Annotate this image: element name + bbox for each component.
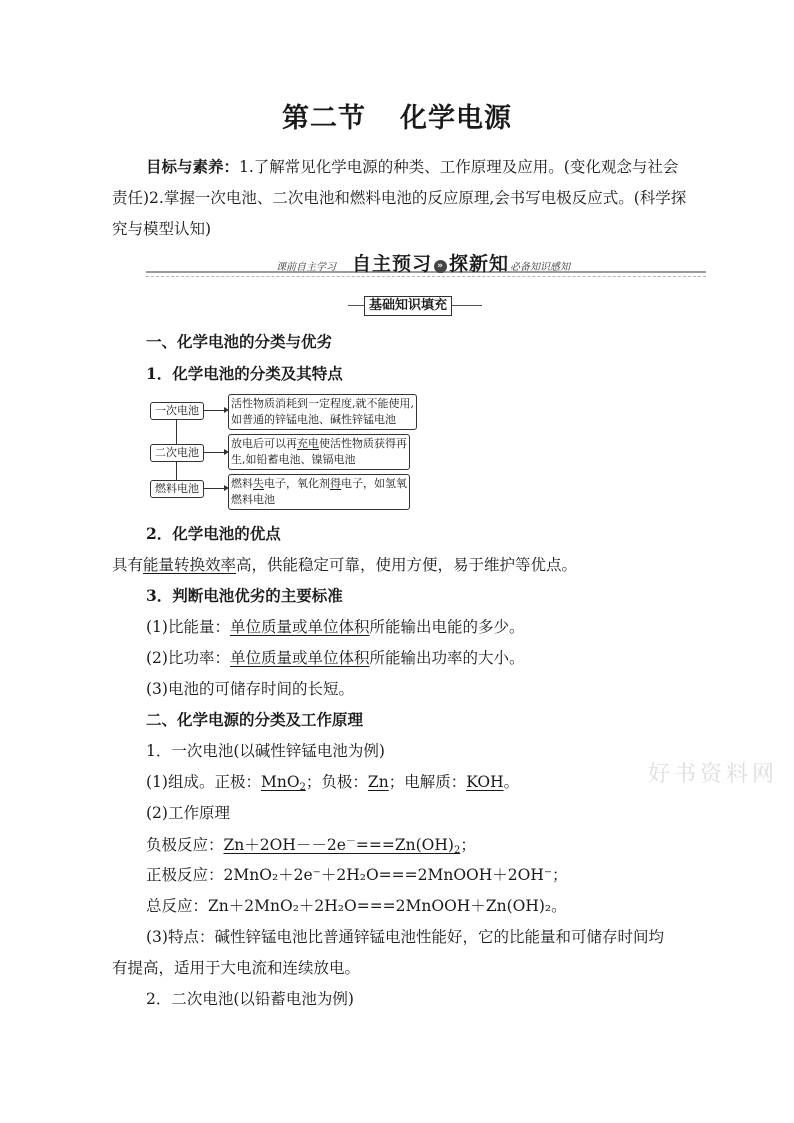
comp-text: 。 bbox=[503, 773, 520, 791]
diagram-desc-fuel-line2: 燃料电池 bbox=[231, 493, 275, 506]
criterion-specific-power bbox=[146, 646, 525, 668]
double-arrow-icon: » bbox=[434, 260, 447, 273]
desc-text: 放电后可以再 bbox=[231, 437, 297, 450]
title-section: 第二节 bbox=[282, 103, 366, 134]
eq-label: 正极反应： bbox=[146, 866, 224, 884]
goals-text: 1.了解常见化学电源的种类、工作原理及应用。(变化观念与社会责任)2.掌握一次电池、二次电池和燃料电池的反应原理,会书写电极反应式。(科学探究与模型认知) bbox=[112, 158, 687, 238]
comp-electrolyte: KOH bbox=[466, 773, 504, 791]
banner-title bbox=[352, 249, 509, 276]
diagram-desc-fuel-line1 bbox=[231, 476, 407, 492]
criterion-label: (1)比能量： bbox=[146, 618, 230, 636]
advantages-text bbox=[112, 553, 577, 575]
eq-sup: － bbox=[345, 836, 356, 847]
diagram-desc-primary bbox=[228, 394, 417, 430]
heading-2-2: 2．二次电池(以铅蓄电池为例) bbox=[146, 990, 354, 1008]
heading-1: 一、化学电池的分类与优劣 bbox=[146, 332, 333, 351]
eq-part: ===Zn(OH) bbox=[355, 836, 454, 854]
comp-text: ；电解质： bbox=[388, 773, 467, 791]
eq-part: Zn＋2OH－－2e bbox=[223, 836, 346, 854]
desc-text: 使活性物质获得再 bbox=[319, 437, 407, 450]
heading-1-3: 3．判断电池优劣的主要标准 bbox=[146, 586, 343, 605]
comp-positive-formula: MnO bbox=[260, 773, 300, 791]
criterion-text: 所能输出电能的多少。 bbox=[369, 618, 525, 636]
adv-underline: 能量转换效率 bbox=[143, 556, 237, 574]
desc-text: 燃料 bbox=[231, 477, 253, 490]
composition-line bbox=[146, 770, 519, 793]
comp-negative: Zn bbox=[367, 773, 389, 791]
desc-text: 电子，氧化剂 bbox=[264, 477, 330, 490]
diagram-node-fuel: 燃料电池 bbox=[150, 480, 204, 498]
negative-electrode-equation bbox=[146, 832, 476, 856]
positive-electrode-equation bbox=[146, 863, 568, 885]
eq-end: ； bbox=[460, 836, 476, 854]
basic-knowledge-text: 基础知识填充 bbox=[364, 296, 452, 316]
criterion-specific-energy bbox=[146, 615, 525, 637]
eq-label: 负极反应： bbox=[146, 836, 224, 854]
diagram-node-primary: 一次电池 bbox=[150, 402, 204, 420]
diagram-desc-primary-line1: 活性物质消耗到一定程度,就不能使用, bbox=[231, 397, 414, 410]
section-banner bbox=[146, 248, 706, 278]
comp-text: ；负极： bbox=[305, 773, 368, 791]
banner-title-b: 探新知 bbox=[449, 253, 510, 275]
page-title bbox=[0, 96, 794, 135]
criterion-underline: 单位质量或单位体积 bbox=[229, 618, 370, 636]
diagram-desc-secondary-line1 bbox=[231, 436, 407, 452]
desc-text: 电子，如氢氧 bbox=[341, 477, 407, 490]
adv-text: 高，供能稳定可靠，使用方便，易于维护等优点。 bbox=[236, 556, 578, 574]
criterion-storage: (3)电池的可储存时间的长短。 bbox=[146, 680, 354, 698]
diagram-desc-primary-line2: 如普通的锌锰电池、碱性锌锰电池 bbox=[231, 413, 396, 426]
banner-title-a: 自主预习 bbox=[352, 253, 433, 275]
goals-label: 目标与素养： bbox=[146, 157, 240, 176]
adv-text: 具有 bbox=[112, 556, 144, 574]
diagram-desc-secondary bbox=[228, 434, 410, 470]
eq-sub: 2 bbox=[453, 845, 461, 856]
comp-positive bbox=[261, 773, 306, 791]
watermark: 好书资料网 bbox=[648, 762, 779, 787]
eq-text: 2MnO₂＋2e⁻＋2H₂O===2MnOOH＋2OH⁻； bbox=[223, 866, 568, 884]
battery-classification-diagram bbox=[146, 392, 416, 512]
criterion-label: (2)比功率： bbox=[146, 649, 230, 667]
features-line-1: (3)特点：碱性锌锰电池比普通锌锰电池性能好，它的比能量和可储存时间均 bbox=[146, 928, 664, 946]
heading-2: 二、化学电源的分类及工作原理 bbox=[146, 710, 364, 729]
basic-knowledge-label bbox=[348, 296, 482, 316]
heading-1-1: 1．化学电池的分类及其特点 bbox=[146, 364, 343, 383]
total-equation bbox=[146, 894, 567, 916]
banner-right-caption: 必备知识感知 bbox=[510, 262, 570, 273]
diagram-desc-fuel bbox=[228, 474, 410, 510]
banner-left-caption: 课前自主学习 bbox=[276, 262, 336, 273]
eq-underlined bbox=[224, 836, 461, 854]
comp-positive-sub: 2 bbox=[299, 782, 306, 793]
features-line-2: 有提高，适用于大电流和连续放电。 bbox=[112, 959, 361, 977]
desc-underline-recharge: 充电 bbox=[297, 437, 319, 450]
diagram-node-secondary: 二次电池 bbox=[150, 444, 204, 462]
eq-text: Zn＋2MnO₂＋2H₂O===2MnOOH＋Zn(OH)₂。 bbox=[208, 897, 567, 915]
working-principle-title: (2)工作原理 bbox=[146, 804, 230, 822]
criterion-text: 所能输出功率的大小。 bbox=[369, 649, 525, 667]
goals-paragraph bbox=[112, 151, 692, 245]
heading-2-1: 1．一次电池(以碱性锌锰电池为例) bbox=[146, 742, 385, 760]
desc-underline-gain: 得 bbox=[330, 477, 341, 490]
title-topic: 化学电源 bbox=[400, 103, 512, 134]
diagram-desc-secondary-line2: 生,如铅蓄电池、镍镉电池 bbox=[231, 453, 356, 466]
desc-underline-lose: 失 bbox=[253, 477, 264, 490]
heading-1-2: 2．化学电池的优点 bbox=[146, 524, 281, 543]
comp-text: (1)组成。正极： bbox=[146, 773, 261, 791]
eq-label: 总反应： bbox=[146, 897, 209, 915]
criterion-underline: 单位质量或单位体积 bbox=[229, 649, 370, 667]
